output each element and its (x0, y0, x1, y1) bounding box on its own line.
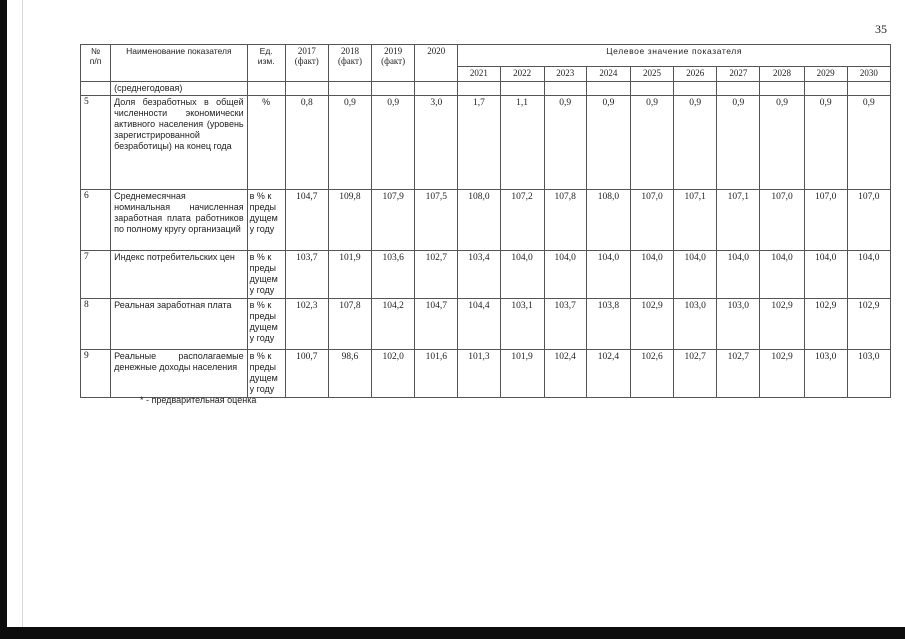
value-cell: 102,3 (285, 299, 328, 350)
scan-border-left (0, 0, 7, 639)
header-2019 (372, 45, 415, 82)
header-target-year: 2026 (674, 67, 717, 82)
value-cell: 100,7 (285, 350, 328, 398)
value-cell: 104,0 (847, 251, 890, 299)
value-cell: 0,9 (328, 96, 371, 190)
value-cell: 104,0 (500, 251, 544, 299)
header-target-year: 2027 (717, 67, 760, 82)
header-target-year: 2024 (586, 67, 630, 82)
unit-cell: % (247, 96, 285, 190)
value-cell: 102,0 (372, 350, 415, 398)
table-row (81, 190, 891, 251)
cont-cell (717, 82, 760, 96)
cont-cell (674, 82, 717, 96)
value-cell: 1,1 (500, 96, 544, 190)
value-cell: 101,3 (458, 350, 500, 398)
value-cell: 102,9 (760, 299, 804, 350)
value-cell: 0,9 (674, 96, 717, 190)
unit-cell: в % к преды дущем у году (247, 350, 285, 398)
table-body (81, 96, 891, 398)
page-number: 35 (875, 22, 887, 36)
header-2018 (328, 45, 371, 82)
value-cell: 103,6 (372, 251, 415, 299)
value-cell: 101,6 (415, 350, 458, 398)
header-2020-label: 2020 (427, 46, 446, 56)
value-cell: 0,9 (586, 96, 630, 190)
value-cell: 104,0 (630, 251, 673, 299)
value-cell: 102,4 (586, 350, 630, 398)
unit-cell: в % к преды дущем у году (247, 251, 285, 299)
cont-cell (328, 82, 371, 96)
cont-cell (415, 82, 458, 96)
value-cell: 104,0 (760, 251, 804, 299)
value-cell: 107,8 (544, 190, 586, 251)
table-row (81, 251, 891, 299)
row-number: 5 (81, 96, 111, 190)
header-2017 (285, 45, 328, 82)
table-row-continuation (81, 82, 891, 96)
value-cell: 104,4 (458, 299, 500, 350)
value-cell: 102,7 (415, 251, 458, 299)
value-cell: 0,9 (760, 96, 804, 190)
indicators-table (80, 44, 891, 398)
value-cell: 102,6 (630, 350, 673, 398)
header-target-year: 2021 (458, 67, 500, 82)
header-name (111, 45, 248, 82)
value-cell: 104,0 (804, 251, 847, 299)
value-cell: 102,9 (760, 350, 804, 398)
row-number: 6 (81, 190, 111, 251)
value-cell: 102,9 (847, 299, 890, 350)
value-cell: 107,1 (674, 190, 717, 251)
value-cell: 102,7 (674, 350, 717, 398)
value-cell: 103,4 (458, 251, 500, 299)
indicator-name: Реальная заработная плата (111, 299, 248, 350)
cont-cell (285, 82, 328, 96)
value-cell: 102,9 (630, 299, 673, 350)
cont-cell (586, 82, 630, 96)
row-number: 8 (81, 299, 111, 350)
header-target-label: Целевое значение показателя (606, 46, 743, 56)
cont-cell (247, 82, 285, 96)
footnote: * - предварительная оценка (140, 395, 257, 405)
value-cell: 104,7 (415, 299, 458, 350)
value-cell: 102,7 (717, 350, 760, 398)
header-unit-label: Ед. изм. (257, 46, 275, 66)
value-cell: 101,9 (328, 251, 371, 299)
value-cell: 104,0 (544, 251, 586, 299)
value-cell: 102,9 (804, 299, 847, 350)
value-cell: 104,0 (717, 251, 760, 299)
value-cell: 0,9 (630, 96, 673, 190)
value-cell: 103,0 (804, 350, 847, 398)
header-num (81, 45, 111, 82)
header-target-year: 2030 (847, 67, 890, 82)
header-target (458, 45, 891, 67)
cont-cell (630, 82, 673, 96)
value-cell: 0,9 (544, 96, 586, 190)
value-cell: 1,7 (458, 96, 500, 190)
value-cell: 107,2 (500, 190, 544, 251)
header-2020 (415, 45, 458, 82)
indicator-name: Индекс потребительских цен (111, 251, 248, 299)
header-target-year: 2023 (544, 67, 586, 82)
value-cell: 103,7 (544, 299, 586, 350)
value-cell: 98,6 (328, 350, 371, 398)
header-target-year: 2022 (500, 67, 544, 82)
value-cell: 107,0 (630, 190, 673, 251)
table-row (81, 299, 891, 350)
value-cell: 103,0 (717, 299, 760, 350)
value-cell: 108,0 (458, 190, 500, 251)
header-target-year: 2028 (760, 67, 804, 82)
value-cell: 107,9 (372, 190, 415, 251)
table-row (81, 350, 891, 398)
value-cell: 101,9 (500, 350, 544, 398)
value-cell: 103,7 (285, 251, 328, 299)
header-2017-label: 2017 (факт) (294, 46, 319, 66)
value-cell: 107,0 (804, 190, 847, 251)
value-cell: 0,9 (717, 96, 760, 190)
indicator-name: Доля безработных в общей численности экономически активного населения (уровень зарегистрированной безработицы) на конец года (111, 96, 248, 190)
continuation-text: (среднегодовая) (111, 82, 248, 96)
header-num-label: № п/п (89, 46, 102, 66)
value-cell: 0,9 (372, 96, 415, 190)
header-name-label: Наименование показателя (126, 46, 232, 56)
row-number: 7 (81, 251, 111, 299)
cont-cell (458, 82, 500, 96)
value-cell: 108,0 (586, 190, 630, 251)
unit-cell: в % к преды дущем у году (247, 190, 285, 251)
cont-cell (544, 82, 586, 96)
value-cell: 104,0 (586, 251, 630, 299)
value-cell: 107,5 (415, 190, 458, 251)
value-cell: 103,8 (586, 299, 630, 350)
header-2019-label: 2019 (факт) (381, 46, 406, 66)
value-cell: 3,0 (415, 96, 458, 190)
scan-border-bottom (0, 627, 905, 639)
cont-cell (804, 82, 847, 96)
value-cell: 0,9 (804, 96, 847, 190)
cont-cell (847, 82, 890, 96)
header-target-year: 2029 (804, 67, 847, 82)
value-cell: 107,8 (328, 299, 371, 350)
value-cell: 107,1 (717, 190, 760, 251)
value-cell: 107,0 (847, 190, 890, 251)
indicator-name: Среднемесячная номинальная начисленная заработная плата работников по полному кругу организаций (111, 190, 248, 251)
header-target-year: 2025 (630, 67, 673, 82)
table-row (81, 96, 891, 190)
header-2018-label: 2018 (факт) (337, 46, 362, 66)
unit-cell: в % к преды дущем у году (247, 299, 285, 350)
value-cell: 102,4 (544, 350, 586, 398)
cont-cell (372, 82, 415, 96)
value-cell: 0,9 (847, 96, 890, 190)
value-cell: 103,0 (674, 299, 717, 350)
row-number: 9 (81, 350, 111, 398)
value-cell: 104,2 (372, 299, 415, 350)
value-cell: 103,1 (500, 299, 544, 350)
indicator-name: Реальные располагаемые денежные доходы населения (111, 350, 248, 398)
cont-num-cell (81, 82, 111, 96)
value-cell: 107,0 (760, 190, 804, 251)
value-cell: 103,0 (847, 350, 890, 398)
header-unit (247, 45, 285, 82)
scan-edge-line (22, 0, 23, 639)
value-cell: 109,8 (328, 190, 371, 251)
value-cell: 104,7 (285, 190, 328, 251)
value-cell: 104,0 (674, 251, 717, 299)
cont-cell (760, 82, 804, 96)
value-cell: 0,8 (285, 96, 328, 190)
cont-cell (500, 82, 544, 96)
